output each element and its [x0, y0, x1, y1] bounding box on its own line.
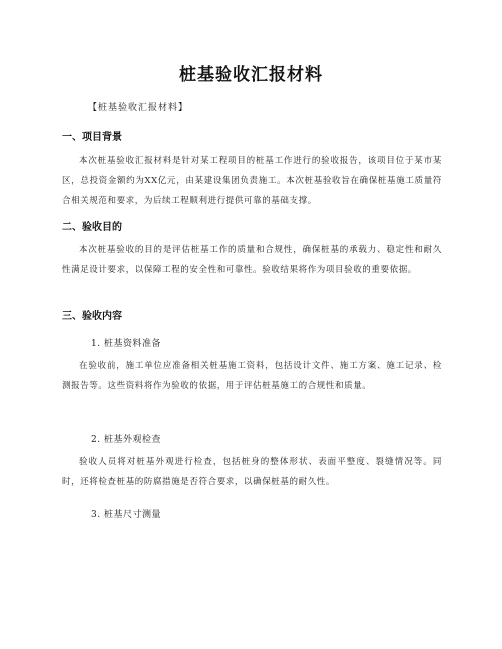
document-title: 桩基验收汇报材料 [179, 65, 323, 85]
subsection-title-2: 2. 桩基外观检查 [91, 435, 161, 445]
section-heading-background: 一、项目背景 [62, 132, 122, 143]
section-heading-content: 三、验收内容 [62, 311, 122, 322]
intro-tag: 【桩基验收汇报材料】 [88, 103, 189, 113]
section-heading-purpose: 二、验收目的 [62, 222, 122, 233]
subsection-title-3: 3. 桩基尺寸测量 [91, 510, 161, 520]
subsection-paragraph-1: 在验收前，施工单位应准备相关桩基施工资料，包括设计文件、施工方案、施工记录、检测报告等。这些资料将作为验收的依据，用于评估桩基施工的合规性和质量。 [62, 361, 442, 391]
section-paragraph-purpose: 本次桩基验收的目的是评估桩基工作的质量和合规性，确保桩基的承载力、稳定性和耐久性满足设计要求，以保障工程的安全性和可靠性。验收结果将作为项目验收的重要依据。 [62, 245, 442, 275]
subsection-paragraph-2: 验收人员将对桩基外观进行检查，包括桩身的整体形状、表面平整度、裂缝情况等。同时，还将检查桩基的防腐措施是否符合要求，以确保桩基的耐久性。 [62, 457, 442, 487]
section-paragraph-background: 本次桩基验收汇报材料是针对某工程项目的桩基工作进行的验收报告，该项目位于某市某区，总投资金额约为XX亿元，由某建设集团负责施工。本次桩基验收旨在确保桩基施工质量符合相关规范和要求，为后续工程顺利进行提供可靠的基础支撑。 [62, 156, 442, 206]
subsection-title-1: 1. 桩基资料准备 [91, 339, 161, 349]
